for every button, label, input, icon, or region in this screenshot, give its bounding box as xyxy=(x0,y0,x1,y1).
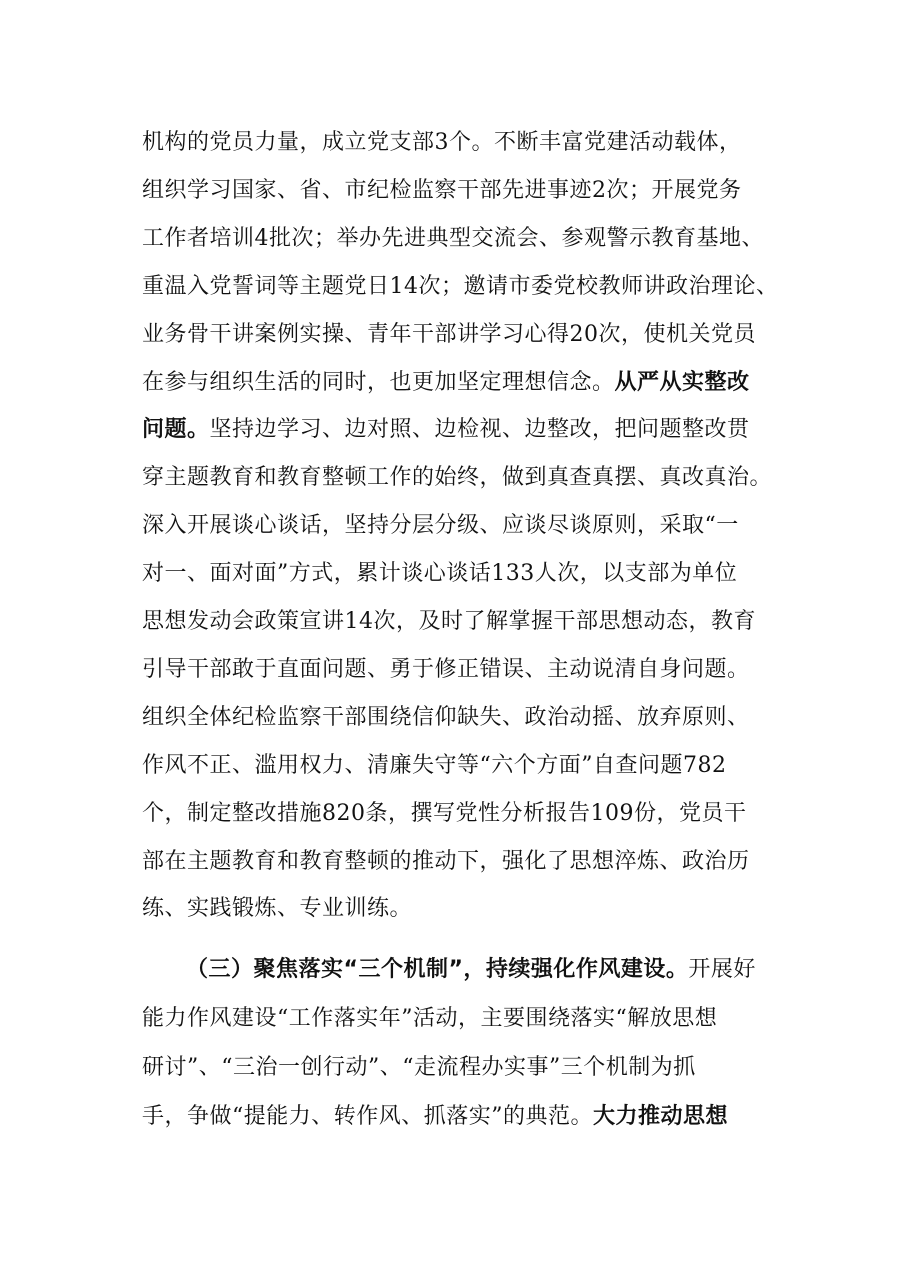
text-segment: 工作者培训4批次；举办先进典型交流会、参观警示教育基地、 xyxy=(142,226,764,251)
text-segment: 坚持边学习、边对照、边检视、边整改，把问题整改贯 xyxy=(209,417,750,442)
text-line xyxy=(142,1102,802,1132)
text-segment: 对一、面对面”方式，累计谈心谈话133人次，以支部为单位 xyxy=(142,561,738,586)
text-segment: 深入开展谈心谈话，坚持分层分级、应谈尽谈原则，采取“一 xyxy=(142,513,739,538)
text-segment: 研讨”、“三治一创行动”、“走流程办实事”三个机制为抓 xyxy=(142,1055,696,1080)
text-segment: 重温入党誓词等主题党日14次；邀请市委党校教师讲政治理论、 xyxy=(142,274,779,299)
text-segment: 练、实践锻炼、专业训练。 xyxy=(142,896,413,921)
text-line xyxy=(142,751,802,781)
text-segment: 机构的党员力量，成立党支部3个。不断丰富党建活动载体， xyxy=(142,130,742,155)
text-line xyxy=(142,320,802,350)
text-line xyxy=(142,1004,802,1034)
bold-heading-segment: （三）聚焦落实“三个机制”，持续强化作风建设。 xyxy=(186,957,689,982)
text-segment: 个，制定整改措施820条，撰写党性分析报告109份，党员干 xyxy=(142,801,747,826)
text-segment: 业务骨干讲案例实操、青年干部讲学习心得20次，使机关党员 xyxy=(142,322,756,347)
text-segment: 作风不正、滥用权力、清廉失守等“六个方面”自查问题782 xyxy=(142,753,727,778)
text-segment: 引导干部敢于直面问题、勇于修正错误、主动说清自身问题。 xyxy=(142,657,750,682)
text-line xyxy=(142,128,802,158)
text-line xyxy=(142,176,802,206)
text-line xyxy=(142,703,802,733)
text-line xyxy=(142,415,802,445)
text-line xyxy=(186,955,846,985)
text-segment: 组织学习国家、省、市纪检监察干部先进事迹2次；开展党务 xyxy=(142,178,742,203)
text-segment: 部在主题教育和教育整顿的推动下，强化了思想淬炼、政治历 xyxy=(142,849,750,874)
bold-heading-segment: 问题。 xyxy=(142,417,210,442)
bold-heading-segment: 大力推动思想 xyxy=(593,1104,729,1129)
text-segment: 组织全体纪检监察干部围绕信仰缺失、政治动摇、放弃原则、 xyxy=(142,705,750,730)
text-line xyxy=(142,511,802,541)
text-line xyxy=(142,1053,802,1083)
text-segment: 穿主题教育和教育整顿工作的始终，做到真查真摆、真改真治。 xyxy=(142,465,773,490)
text-line xyxy=(142,559,802,589)
text-line xyxy=(142,894,802,924)
text-line xyxy=(142,847,802,877)
text-line xyxy=(142,463,802,493)
text-line xyxy=(142,799,802,829)
text-segment: 开展好 xyxy=(688,957,756,982)
text-segment: 能力作风建设“工作落实年”活动，主要围绕落实“解放思想 xyxy=(142,1006,718,1031)
text-line xyxy=(142,224,802,254)
text-line xyxy=(142,272,802,302)
bold-heading-segment: 从严从实整改 xyxy=(614,370,750,395)
text-segment: 思想发动会政策宣讲14次，及时了解掌握干部思想动态，教育 xyxy=(142,609,756,634)
text-line xyxy=(142,655,802,685)
text-line xyxy=(142,368,802,398)
text-segment: 手，争做“提能力、转作风、抓落实”的典范。 xyxy=(142,1104,593,1129)
text-line xyxy=(142,607,802,637)
text-segment: 在参与组织生活的同时，也更加坚定理想信念。 xyxy=(142,370,615,395)
